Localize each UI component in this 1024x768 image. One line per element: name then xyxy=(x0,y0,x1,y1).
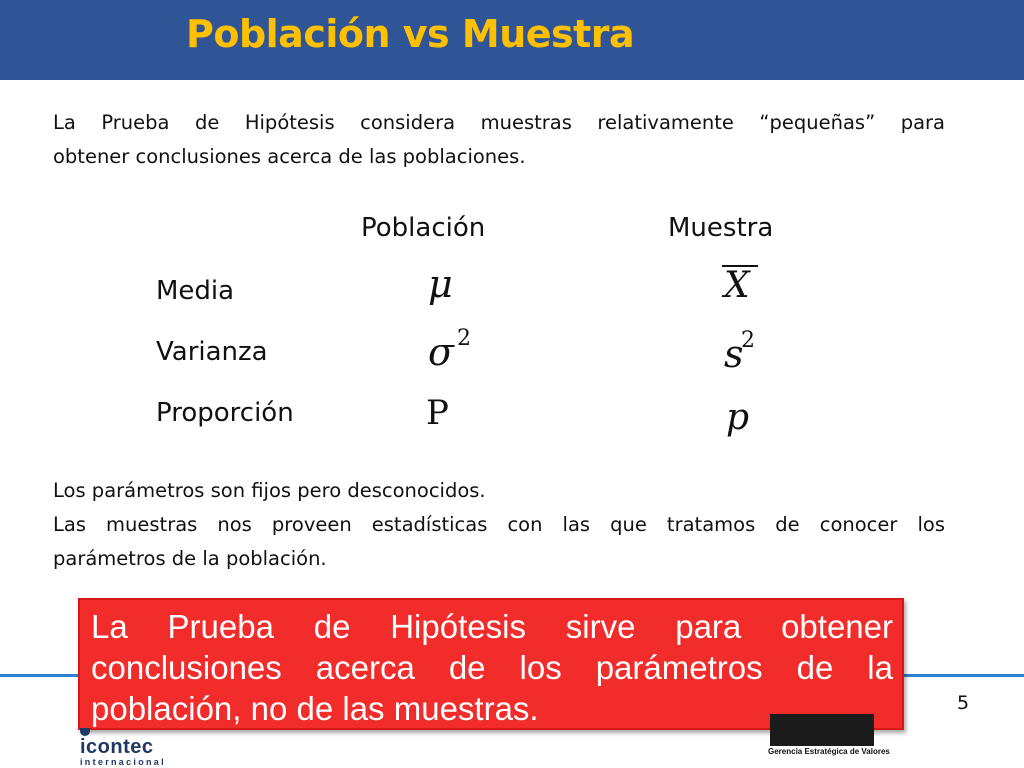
population-variance-exponent: 2 xyxy=(457,326,471,351)
body-line-2: Las muestras nos proveen estadísticas con las que tratamos de conocer los xyxy=(53,513,945,536)
callout-box xyxy=(78,598,904,730)
row-label-varianza: Varianza xyxy=(156,337,268,367)
sample-proportion-symbol: p xyxy=(726,397,750,438)
callout-line-1: La Prueba de Hipótesis sirve para obtener xyxy=(91,608,893,645)
intro-line-2: obtener conclusiones acerca de las poblaciones. xyxy=(53,145,526,168)
population-variance-symbol: σ xyxy=(428,330,454,374)
callout-line-3: población, no de las muestras. xyxy=(91,690,539,727)
body-paragraph xyxy=(53,474,945,576)
callout-line-2: conclusiones acerca de los parámetros de la xyxy=(91,649,893,686)
row-label-proporcion: Proporción xyxy=(156,398,294,428)
row-label-media: Media xyxy=(156,276,235,306)
column-header-sample: Muestra xyxy=(668,213,774,243)
intro-line-1: La Prueba de Hipótesis considera muestras relativamente “pequeñas” para xyxy=(53,111,945,134)
logo-name: icontec xyxy=(80,736,154,758)
sample-variance-symbol: s xyxy=(724,332,744,376)
body-line-1: Los parámetros son fijos pero desconocidos. xyxy=(53,479,486,502)
slide-title: Población vs Muestra xyxy=(186,12,635,56)
sample-mean-symbol: X xyxy=(724,265,750,306)
logo-subtitle: internacional xyxy=(80,757,166,767)
callout-text xyxy=(91,606,893,729)
population-mean-symbol: μ xyxy=(428,262,453,306)
title-bar xyxy=(0,0,1024,80)
footer-right-caption: Gerencia Estratégica de Valores xyxy=(768,747,890,756)
population-proportion-symbol: P xyxy=(426,393,449,433)
icontec-logo xyxy=(80,728,200,768)
sample-variance-exponent: 2 xyxy=(741,328,755,353)
intro-paragraph xyxy=(53,106,945,174)
footer-dark-block xyxy=(770,714,874,746)
page-number: 5 xyxy=(957,692,970,714)
logo-mark-icon xyxy=(80,728,90,736)
body-line-3: parámetros de la población. xyxy=(53,547,327,570)
column-header-population: Población xyxy=(361,213,486,243)
